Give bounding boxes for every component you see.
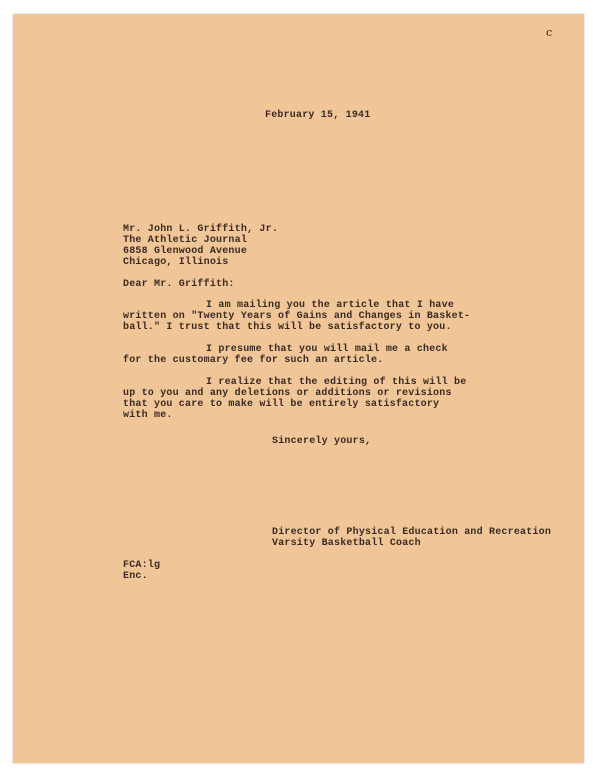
paragraph-1-line-1: I am mailing you the article that I have: [206, 300, 455, 311]
enclosure-note: Enc.: [123, 571, 148, 582]
reference-initials: FCA:lg: [123, 560, 161, 571]
paragraph-3-line-3: that you care to make will be entirely satisfactory: [123, 399, 440, 410]
corner-mark: c: [546, 26, 553, 39]
salutation: Dear Mr. Griffith:: [123, 279, 235, 290]
paragraph-3-line-4: with me.: [123, 410, 173, 421]
paragraph-1-line-2: written on "Twenty Years of Gains and Changes in Basket-: [123, 311, 471, 322]
recipient-organization: The Athletic Journal: [123, 235, 248, 246]
paragraph-3-line-2: up to you and any deletions or additions or revisions: [123, 388, 452, 399]
paragraph-2-line-2: for the customary fee for such an article.: [123, 355, 384, 366]
signature-title: Director of Physical Education and Recreation: [272, 527, 552, 538]
recipient-city: Chicago, Illinois: [123, 257, 229, 268]
paragraph-1-line-3: ball." I trust that this will be satisfactory to you.: [123, 322, 452, 333]
letter-date: February 15, 1941: [265, 110, 371, 121]
closing: Sincerely yours,: [272, 436, 372, 447]
recipient-street: 6858 Glenwood Avenue: [123, 246, 248, 257]
paragraph-3-line-1: I realize that the editing of this will be: [206, 377, 467, 388]
recipient-name: Mr. John L. Griffith, Jr.: [123, 224, 279, 235]
paragraph-2-line-1: I presume that you will mail me a check: [206, 344, 448, 355]
signature-subtitle: Varsity Basketball Coach: [272, 538, 421, 549]
